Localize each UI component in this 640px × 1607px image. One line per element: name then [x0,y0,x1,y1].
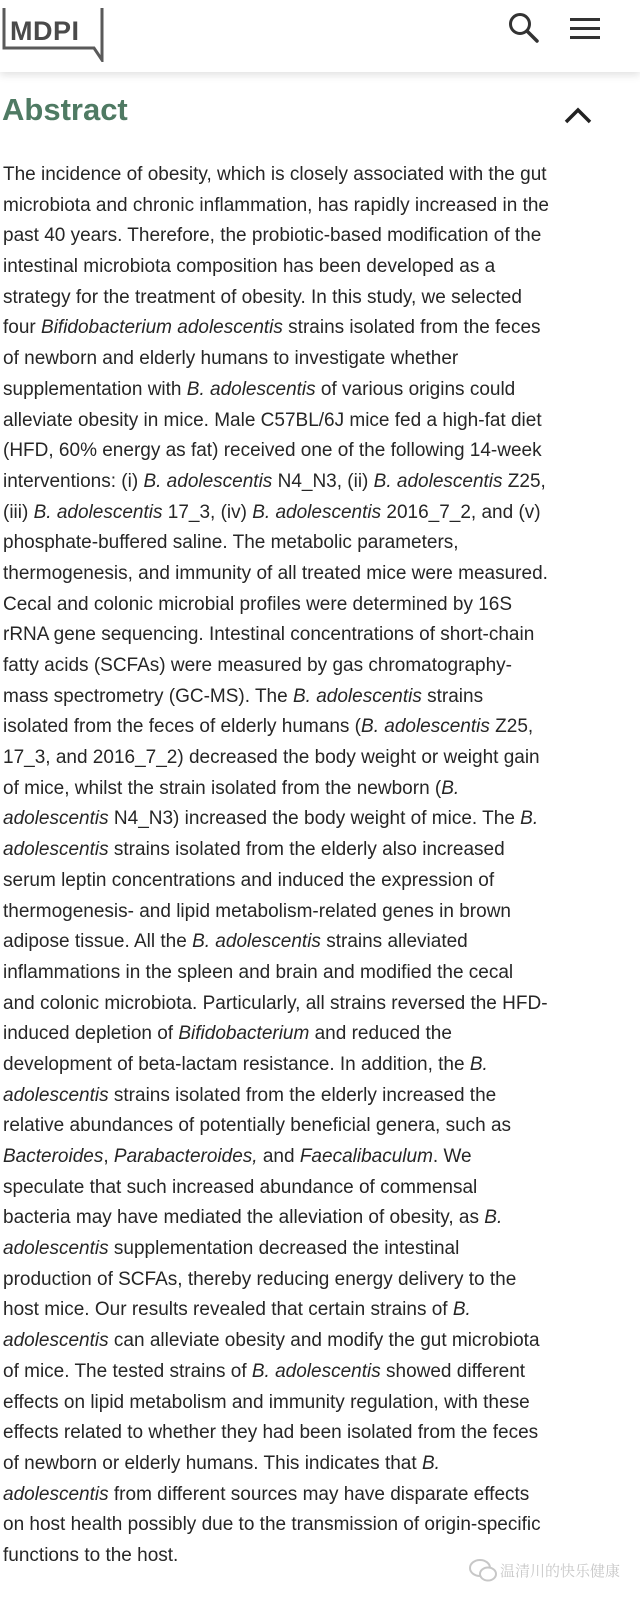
abstract-run: strains isolated from the elderly increased the [108,1084,497,1106]
abstract-run: strategy for the treatment of obesity. In this study, we selected [3,286,522,308]
abstract-run: serum leptin concentrations and induced the expression of [3,869,495,891]
abstract-line [3,1480,637,1511]
abstract-line [3,436,637,467]
abstract-line [3,313,637,344]
abstract-run: , [103,1146,114,1167]
abstract-line [3,1142,637,1173]
abstract-run: relative abundances of potentially beneficial genera, such as [3,1115,512,1137]
italic-term: adolescentis [3,1238,109,1260]
search-button[interactable] [506,10,542,46]
abstract-run: bacteria may have mediated the alleviation of obesity, as [3,1207,485,1229]
abstract-line [3,1326,637,1357]
abstract-line [3,1418,637,1449]
abstract-run: interventions: (i) [3,470,144,492]
abstract-run: of newborn or elderly humans. This indicates that [3,1452,422,1474]
abstract-line [3,1510,637,1541]
abstract-run: effects related to whether they had been isolated from the feces [3,1422,539,1444]
italic-term: B. [441,777,460,799]
abstract-run: 17_3, (iv) [162,501,253,523]
menu-icon [566,12,604,46]
abstract-line [3,590,637,621]
collapse-button[interactable] [562,104,594,126]
italic-term: B. [520,808,539,830]
italic-term: adolescentis [3,1483,109,1505]
abstract-line [3,1173,637,1204]
abstract-line [3,835,637,866]
abstract-line [3,283,637,314]
abstract-run: and colonic microbiota. Particularly, all strains reversed the HFD- [3,992,548,1014]
menu-button[interactable] [566,12,604,46]
italic-term: adolescentis [3,839,109,861]
abstract-line [3,252,637,283]
abstract-text [3,160,637,1572]
abstract-run: isolated from the feces of elderly humans ( [3,716,362,738]
abstract-line [3,1050,637,1081]
abstract-line [3,1234,637,1265]
italic-term: B. adolescentis [361,716,490,738]
abstract-line [3,651,637,682]
abstract-run: (HFD, 60% energy as fat) received one of the following 14-week [3,440,542,462]
abstract-line [3,989,637,1020]
abstract-run: from different sources may have disparate effects [108,1483,530,1505]
abstract-run: on host health possibly due to the transmission of origin-specific [3,1514,541,1536]
italic-term: B. adolescentis [143,470,273,492]
abstract-run: rRNA gene sequencing. Intestinal concentrations of short-chain [3,624,535,646]
abstract-run: Cecal and colonic microbial profiles were determined by 16S [3,593,513,615]
section-title: Abstract [2,92,128,127]
abstract-run: strains isolated from the elderly also increased [108,839,505,861]
abstract-run: Z25, [502,470,546,492]
italic-term: Bifidobacterium adolescentis [41,317,283,339]
abstract-line [3,375,637,406]
abstract-line [3,958,637,989]
abstract-line [3,344,637,375]
abstract-run: N4_N3, (ii) [272,470,374,492]
abstract-line [3,927,637,958]
abstract-run: 17_3, and 2016_7_2) decreased the body weight or weight gain [3,747,540,769]
watermark-text: 温清川的快乐健康 [500,1562,621,1580]
italic-term: adolescentis [3,1330,109,1352]
abstract-line [3,559,637,590]
abstract-run: The incidence of obesity, which is closely associated with the gut [3,164,547,185]
abstract-line [3,467,637,498]
abstract-line [3,1449,637,1480]
abstract-run: 2016_7_2, and (v) [381,501,541,523]
abstract-line [3,804,637,835]
abstract-line [3,221,637,252]
abstract-run: showed different [380,1360,526,1382]
abstract-line [3,1265,637,1296]
abstract-run: adipose tissue. All the [3,931,193,953]
abstract-line [3,528,637,559]
abstract-line [3,774,637,805]
abstract-line [3,1357,637,1388]
abstract-line [3,406,637,437]
abstract-line [3,897,637,928]
abstract-line [3,866,637,897]
abstract-run: development of beta-lactam resistance. In addition, the [3,1053,470,1075]
italic-term: B. [452,1299,471,1321]
abstract-line [3,191,637,222]
abstract-line [3,160,637,191]
abstract-run: inflammations in the spleen and brain and modified the cecal [3,961,514,983]
italic-term: Faecalibaculum [299,1146,433,1167]
abstract-run: of mice. The tested strains of [3,1360,252,1382]
abstract-run: supplementation decreased the intestinal [108,1238,460,1260]
abstract-run: strains alleviated [320,931,468,953]
abstract-line [3,712,637,743]
abstract-run: (iii) [3,501,34,523]
italic-term: adolescentis [3,1084,109,1106]
watermark [466,1554,640,1604]
abstract-run: four [3,317,42,339]
abstract-run: N4_N3) increased the body weight of mice. The [108,808,521,830]
search-icon [506,10,542,46]
italic-term: B. [421,1452,440,1474]
abstract-run: Z25, [489,716,534,738]
abstract-run: host mice. Our results revealed that certain strains of [3,1299,453,1321]
abstract-run: alleviate obesity in mice. Male C57BL/6J mice fed a high-fat diet [3,409,542,431]
abstract-run: strains isolated from the feces [282,317,541,339]
abstract-line [3,1081,637,1112]
abstract-run: past 40 years. Therefore, the probiotic-based modification of the [3,225,542,247]
abstract-run: fatty acids (SCFAs) were measured by gas chromatography- [3,655,512,676]
italic-term: B. adolescentis [252,501,382,523]
wechat-icon [468,1558,498,1584]
abstract-run: thermogenesis- and lipid metabolism-related genes in brown [3,900,511,922]
abstract-run: of various origins could [315,378,516,400]
italic-term: B. adolescentis [33,501,163,523]
abstract-line [3,682,637,713]
abstract-run: production of SCFAs, thereby reducing energy delivery to the [3,1268,517,1290]
italic-term: B. adolescentis [373,470,503,492]
abstract-run: of newborn and elderly humans to investigate whether [3,348,459,370]
mdpi-logo[interactable] [2,4,106,62]
abstract-run: and reduced the [309,1023,452,1045]
abstract-line [3,1295,637,1326]
abstract-run: and [257,1146,300,1167]
abstract-run: speculate that such increased abundance of commensal [3,1176,478,1198]
abstract-run: of mice, whilst the strain isolated from the newborn ( [3,777,442,799]
abstract-header[interactable] [0,88,640,138]
top-bar [0,0,640,72]
italic-term: B. [484,1207,503,1229]
abstract-line [3,498,637,529]
abstract-line [3,743,637,774]
abstract-run: mass spectrometry (GC-MS). The [3,685,293,707]
abstract-run: effects on lipid metabolism and immunity regulation, with these [3,1391,530,1413]
italic-term: Bifidobacterium [178,1023,310,1045]
abstract-line [3,620,637,651]
abstract-line [3,1203,637,1234]
abstract-run: phosphate-buffered saline. The metabolic parameters, [3,532,459,554]
italic-term: B. adolescentis [192,931,321,953]
abstract-run: intestinal microbiota composition has been developed as a [3,256,496,278]
abstract-run: functions to the host. [3,1544,179,1566]
italic-term: B. adolescentis [186,378,316,400]
italic-term: B. [469,1053,488,1075]
abstract-run: . We [432,1146,472,1167]
italic-term: B. adolescentis [251,1360,381,1382]
italic-term: Parabacteroides, [113,1146,258,1167]
italic-term: Bacteroides [3,1146,104,1167]
abstract-line [3,1019,637,1050]
abstract-run: induced depletion of [3,1023,179,1045]
abstract-run: can alleviate obesity and modify the gut microbiota [108,1330,540,1352]
abstract-run: thermogenesis, and immunity of all treated mice were measured. [3,562,548,584]
chevron-up-icon [562,104,594,126]
abstract-run: microbiota and chronic inflammation, has rapidly increased in the [3,194,549,216]
abstract-line [3,1388,637,1419]
logo-text: MDPI [10,16,80,46]
abstract-run: supplementation with [3,378,187,400]
abstract-run: strains [421,685,484,707]
italic-term: adolescentis [3,808,109,830]
abstract-line [3,1111,637,1142]
italic-term: B. adolescentis [292,685,422,707]
